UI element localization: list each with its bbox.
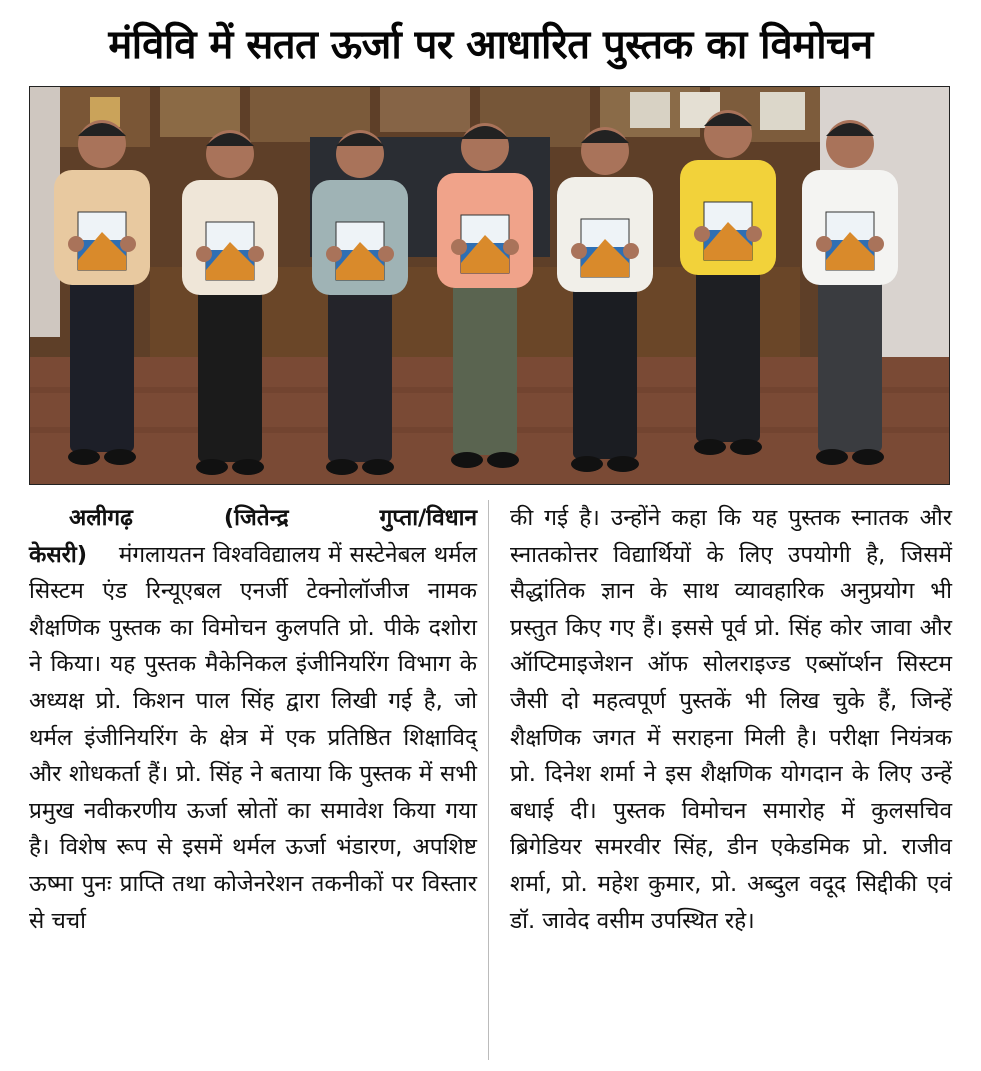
book	[461, 215, 509, 273]
article-column-right	[510, 500, 952, 1065]
article-body-left: मंगलायतन विश्वविद्यालय में सस्टेनेबल थर्मल सिस्टम एंड रिन्यूएबल एनर्जी टेक्नोलॉजीज नामक शैक्षणिक पुस्तक का विमोचन कुलपति प्रो. पीके दशोरा ने किया। यह पुस्तक मैकेनिकल इंजीनियरिंग विभाग के अध्यक्ष प्रो. किशन पाल सिंह द्वारा लिखी गई है, जो थर्मल इंजीनियरिंग के क्षेत्र में एक प्रतिष्ठित शिक्षाविद् और शोधकर्ता हैं। प्रो. सिंह ने बताया कि पुस्तक में सभी प्रमुख नवीकरणीय ऊर्जा स्रोतों का समावेश किया गया है। विशेष रूप से इसमें थर्मल ऊर्जा भंडारण, अपशिष्ट ऊष्मा पुनः प्राप्ति तथा कोजेनरेशन तकनीकों पर विस्तार से चर्चा	[29, 541, 478, 934]
book-launch-photo	[30, 87, 949, 484]
column-divider	[488, 500, 489, 1060]
book	[826, 212, 874, 270]
book	[581, 219, 629, 277]
book	[206, 222, 254, 280]
book	[704, 202, 752, 260]
book	[78, 212, 126, 270]
article-body-right: की गई है। उन्होंने कहा कि यह पुस्तक स्नातक और स्नातकोत्तर विद्यार्थियों के लिए उपयोगी है, जिसमें सैद्धांतिक ज्ञान के साथ व्यावहारिक अनुप्रयोग भी प्रस्तुत किए गए हैं। इससे पूर्व प्रो. सिंह कोर जावा और ऑप्टिमाइजेशन ऑफ सोलराइज्ड एब्सॉर्प्शन सिस्टम जैसी दो महत्वपूर्ण पुस्तकें भी लिख चुके हैं, जिन्हें शैक्षणिक जगत में सराहना मिली है। परीक्षा नियंत्रक प्रो. दिनेश शर्मा ने इस शैक्षणिक योगदान के लिए उन्हें बधाई दी। पुस्तक विमोचन समारोह में कुलसचिव ब्रिगेडियर समरवीर सिंह, डीन एकेडमिक प्रो. राजीव शर्मा, प्रो. महेश कुमार, प्रो. अब्दुल वदूद सिद्दीकी एवं डॉ. जावेद वसीम उपस्थित रहे।	[510, 505, 952, 934]
dateline: अलीगढ़ (जितेन्द्र गुप्ता/विधान केसरी)	[29, 505, 477, 568]
news-photo	[29, 86, 950, 485]
book	[336, 222, 384, 280]
article-column-left	[29, 500, 477, 1065]
headline: मंविवि में सतत ऊर्जा पर आधारित पुस्तक का विमोचन	[108, 21, 873, 68]
